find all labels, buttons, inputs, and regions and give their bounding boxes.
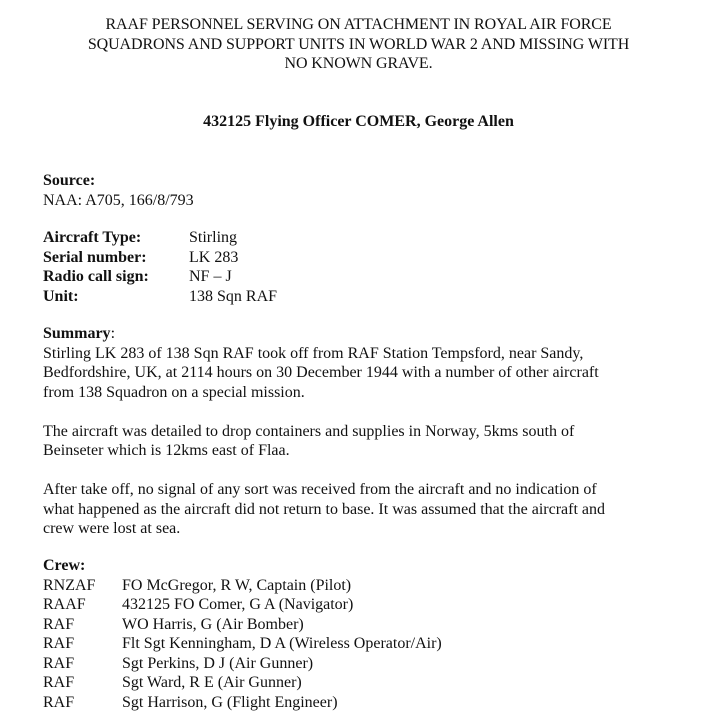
summary-paragraph (43, 344, 683, 403)
detail-value: LK 283 (189, 248, 239, 266)
summary-line: Stirling LK 283 of 138 Sqn RAF took off from RAF Station Tempsford, near Sandy, (43, 344, 584, 362)
summary-line: The aircraft was detailed to drop containers and supplies in Norway, 5kms south of (43, 422, 575, 440)
summary-paragraph (43, 422, 683, 461)
crew-row (43, 615, 442, 635)
title-line: NO KNOWN GRAVE. (284, 55, 433, 72)
title-line: SQUADRONS AND SUPPORT UNITS IN WORLD WAR 2 AND MISSING WITH (87, 35, 630, 53)
source-section (43, 171, 194, 210)
summary-label: Summary (43, 325, 111, 342)
detail-label: Unit: (43, 287, 79, 305)
crew-member: Sgt Perkins, D J (Air Gunner) (122, 654, 314, 672)
summary-heading (43, 324, 683, 344)
detail-label: Serial number: (43, 248, 147, 266)
crew-row (43, 634, 442, 654)
detail-row-unit (43, 287, 277, 307)
source-label: Source: (43, 172, 96, 189)
detail-row-aircraft-type (43, 228, 277, 248)
crew-force: RAF (43, 674, 75, 691)
detail-row-radio-call-sign (43, 267, 277, 287)
detail-label: Radio call sign: (43, 268, 149, 285)
crew-member: Sgt Harrison, G (Flight Engineer) (122, 693, 338, 711)
summary-line: from 138 Squadron on a special mission. (43, 383, 305, 401)
crew-label: Crew: (43, 557, 86, 574)
crew-member: Flt Sgt Kenningham, D A (Wireless Operator/Air) (122, 635, 442, 652)
crew-member: FO McGregor, R W, Captain (Pilot) (122, 576, 352, 594)
summary-line: what happened as the aircraft did not return to base. It was assumed that the aircraft and (43, 500, 606, 518)
crew-force: RAAF (43, 596, 86, 613)
crew-row (43, 576, 442, 596)
summary-section (43, 324, 683, 539)
crew-force: RAF (43, 615, 75, 633)
crew-force: RAF (43, 693, 75, 711)
crew-member: WO Harris, G (Air Bomber) (122, 615, 304, 633)
detail-label: Aircraft Type: (43, 229, 142, 246)
person-heading: 432125 Flying Officer COMER, George Allen (203, 113, 514, 130)
document-title (0, 15, 717, 74)
crew-row (43, 595, 442, 615)
crew-force: RAF (43, 635, 75, 652)
detail-value: NF – J (189, 268, 232, 285)
crew-member: 432125 FO Comer, G A (Navigator) (122, 596, 354, 613)
summary-line: After take off, no signal of any sort was received from the aircraft and no indication of (43, 481, 597, 498)
crew-section (43, 556, 442, 712)
summary-paragraph (43, 480, 683, 539)
title-line: RAAF PERSONNEL SERVING ON ATTACHMENT IN ROYAL AIR FORCE (105, 16, 612, 33)
source-value: NAA: A705, 166/8/793 (43, 191, 194, 209)
crew-force: RAF (43, 654, 75, 672)
crew-row (43, 673, 442, 693)
crew-row (43, 693, 442, 713)
crew-member: Sgt Ward, R E (Air Gunner) (122, 674, 302, 691)
summary-line: crew were lost at sea. (43, 520, 181, 537)
crew-force: RNZAF (43, 576, 96, 594)
detail-value: 138 Sqn RAF (189, 287, 278, 305)
crew-row (43, 654, 442, 674)
aircraft-details (43, 228, 277, 306)
summary-colon: : (110, 325, 116, 342)
summary-line: Bedfordshire, UK, at 2114 hours on 30 December 1944 with a number of other aircraft (43, 364, 599, 381)
detail-row-serial-number (43, 248, 277, 268)
detail-value: Stirling (189, 229, 238, 246)
summary-line: Beinseter which is 12kms east of Flaa. (43, 442, 290, 459)
